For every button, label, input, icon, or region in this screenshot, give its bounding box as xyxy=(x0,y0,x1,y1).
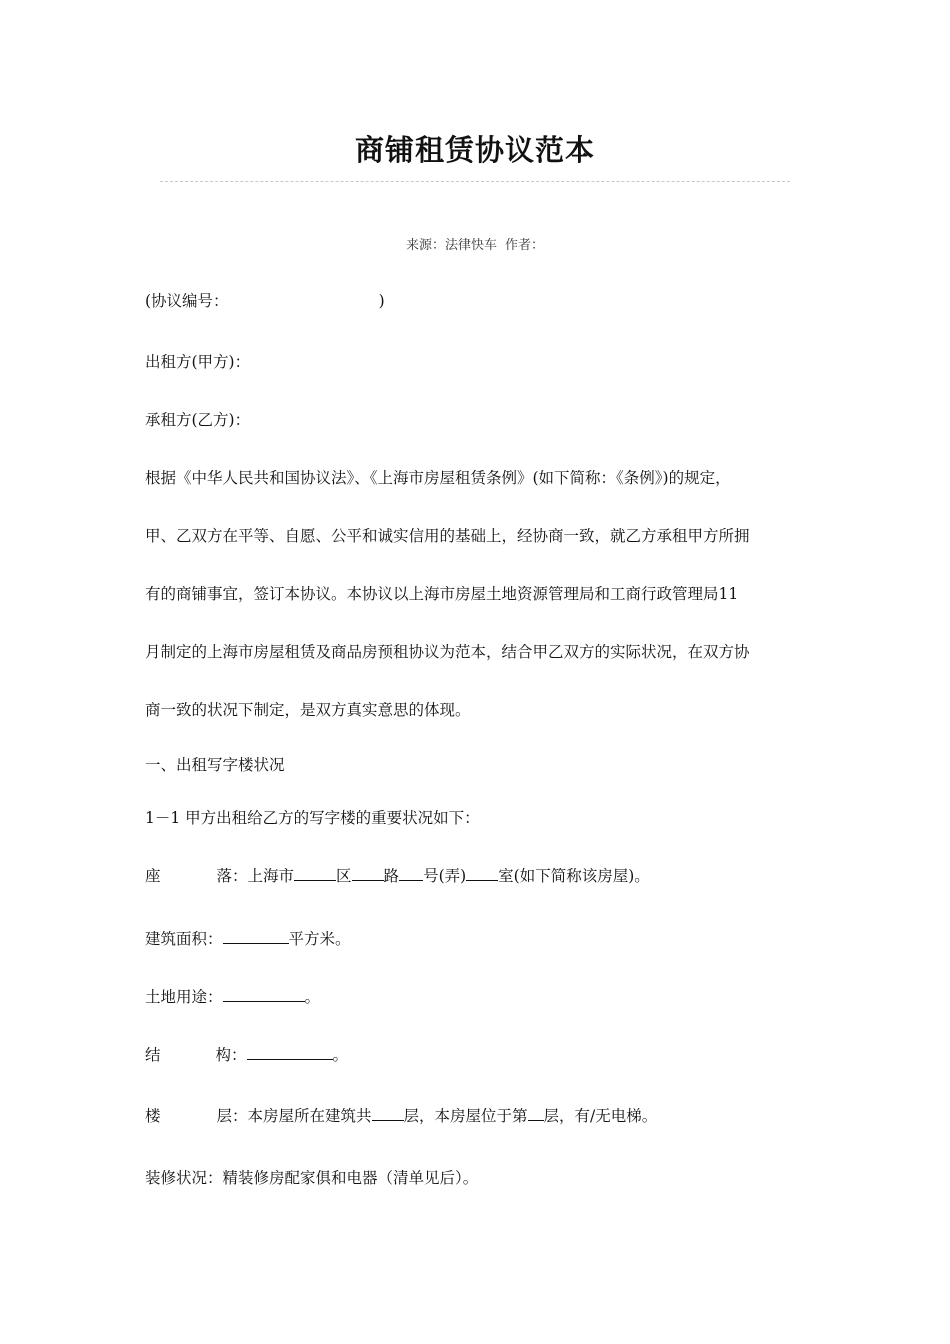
floor-mid: 层，本房屋位于第 xyxy=(403,1107,528,1125)
room-blank xyxy=(466,866,498,881)
floor-label-b: 层：本房屋所在建筑共 xyxy=(216,1107,372,1125)
author-label: 作者： xyxy=(505,238,545,253)
lessee-line: 承租方(乙方)： xyxy=(145,411,251,429)
number-blank xyxy=(399,866,423,881)
location-room: 室(如下简称该房屋)。 xyxy=(498,867,650,885)
floor-total-blank xyxy=(372,1106,404,1121)
structure-blank xyxy=(247,1045,333,1060)
preamble-line: 甲、乙双方在平等、自愿、公平和诚实信用的基础上，经协商一致，就乙方承租甲方所拥 xyxy=(145,527,750,545)
district-blank xyxy=(294,866,336,881)
road-blank xyxy=(352,866,384,881)
preamble-line: 商一致的状况下制定，是双方真实意思的体现。 xyxy=(145,701,471,719)
location-road: 路 xyxy=(383,867,400,885)
structure-label-a: 结 xyxy=(145,1046,161,1064)
location-district: 区 xyxy=(336,867,352,885)
location-line xyxy=(145,866,815,886)
floor-position-blank xyxy=(528,1106,544,1121)
floor-line xyxy=(145,1106,815,1126)
section-heading: 一、出租写字楼状况 xyxy=(145,756,285,774)
land-use-blank xyxy=(223,987,305,1002)
structure-end: 。 xyxy=(332,1046,349,1064)
area-line xyxy=(145,929,815,949)
source-label: 来源：法律快车 xyxy=(405,238,497,253)
location-label-a: 座 xyxy=(145,867,161,885)
agreement-number-open: (协议编号： xyxy=(145,292,229,310)
location-label-b: 落：上海市 xyxy=(216,867,295,885)
lessor-line: 出租方(甲方)： xyxy=(145,353,251,371)
preamble-line: 根据《中华人民共和国协议法》、《上海市房屋租赁条例》(如下简称：《条例》)的规定， xyxy=(145,469,731,487)
area-label: 建筑面积： xyxy=(145,930,223,948)
source-line xyxy=(0,234,950,253)
title-divider xyxy=(160,181,790,182)
floor-end: 层，有/无电梯。 xyxy=(543,1107,658,1125)
agreement-number-close: ) xyxy=(378,292,385,310)
decoration-line: 装修状况：精装修房配家俱和电器（清单见后）。 xyxy=(145,1169,479,1187)
area-blank xyxy=(223,929,289,944)
preamble-line: 有的商铺事宜，签订本协议。本协议以上海市房屋土地资源管理局和工商行政管理局11 xyxy=(145,585,739,603)
document-title: 商铺租赁协议范本 xyxy=(354,133,595,167)
clause-1-1: 1－1 甲方出租给乙方的写字楼的重要状况如下： xyxy=(145,809,480,827)
area-unit: 平方米。 xyxy=(288,930,351,948)
floor-label-a: 楼 xyxy=(145,1107,161,1125)
agreement-number-line xyxy=(145,291,815,311)
land-use-line xyxy=(145,987,815,1007)
preamble-line: 月制定的上海市房屋租赁及商品房预租协议为范本，结合甲乙双方的实际状况，在双方协 xyxy=(145,643,750,661)
land-use-label: 土地用途： xyxy=(145,988,223,1006)
structure-line xyxy=(145,1045,815,1065)
land-use-end: 。 xyxy=(304,988,321,1006)
location-number: 号(弄) xyxy=(423,867,467,885)
structure-label-b: 构： xyxy=(215,1046,247,1064)
